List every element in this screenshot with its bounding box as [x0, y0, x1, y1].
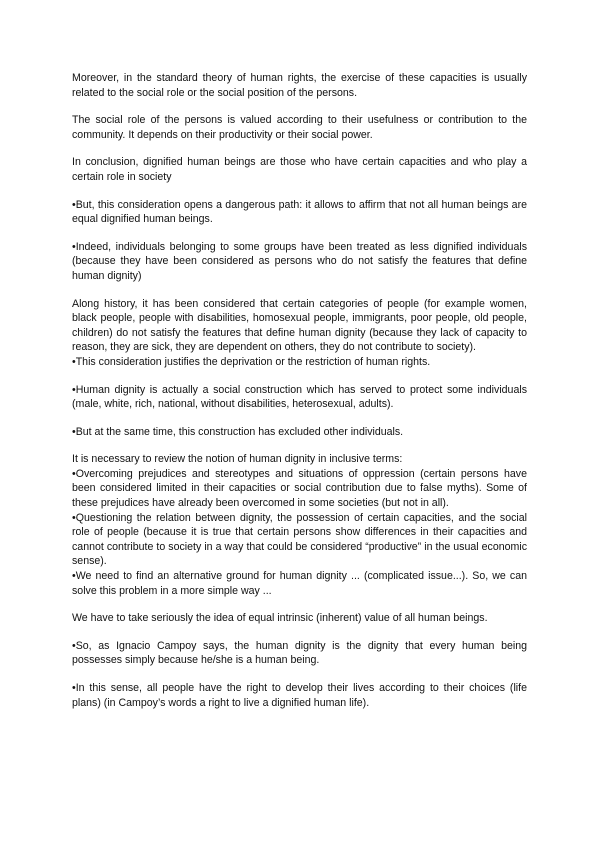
paragraph-social-construction: •Human dignity is actually a social construction which has served to protect some individuals (male, white, rich, national, without disabilities, heterosexual, adults).	[72, 383, 527, 411]
paragraph-questioning-relation: •Questioning the relation between dignity, the possession of certain capacities, and the social role of people (because it is true that certain persons show differences in their capacities and cannot contribute to society in a way that could be considered “productive” in the usual economic sense).	[72, 511, 527, 568]
inclusive-terms-group	[72, 452, 527, 598]
document-page	[72, 71, 527, 723]
paragraph-alternative-ground: •We need to find an alternative ground for human dignity ... (complicated issue...). So, we can solve this problem in a more simple way ...	[72, 570, 527, 597]
paragraph-dangerous-path: •But, this consideration opens a dangerous path: it allows to affirm that not all human beings are equal dignified human beings.	[72, 198, 527, 226]
paragraph-history: Along history, it has been considered that certain categories of people (for example women, black people, people with disabilities, homosexual people, immigrants, poor people, old people, children) do not satisfy the features that define human dignity (because they lack of capacity to reason, they are sick, they are dependent on others, they do not contribute to society).	[72, 297, 527, 354]
paragraph-overcoming-prejudices: •Overcoming prejudices and stereotypes and situations of oppression (certain persons have been considered limited in their capacities or social contribution due to false myths). Some of these prejudices have already been overcomed in some societies (but not in all).	[72, 467, 527, 510]
paragraph-intrinsic-value: We have to take seriously the idea of equal intrinsic (inherent) value of all human beings.	[72, 612, 488, 625]
paragraph-right-to-develop: •In this sense, all people have the right to develop their lives according to their choices (life plans) (in Campoy’s words a right to live a dignified human life).	[72, 682, 527, 709]
paragraph-review-notion: It is necessary to review the notion of human dignity in inclusive terms:	[72, 453, 403, 466]
paragraph-standard-theory: Moreover, in the standard theory of human rights, the exercise of these capacities is usually related to the social role or the social position of the persons.	[72, 72, 527, 99]
paragraph-campoy-dignity: •So, as Ignacio Campoy says, the human dignity is the dignity that every human being possesses simply because he/she is a human being.	[72, 639, 527, 667]
paragraph-social-role: The social role of the persons is valued according to their usefulness or contribution to the community. It depends on their productivity or their social power.	[72, 114, 527, 141]
paragraph-less-dignified: •Indeed, individuals belonging to some groups have been treated as less dignified individuals (because they have been considered as persons who do not satisfy the features that define human dignity)	[72, 240, 527, 282]
paragraph-conclusion: In conclusion, dignified human beings are those who have certain capacities and who play a certain role in society	[72, 156, 527, 183]
paragraph-deprivation: •This consideration justifies the deprivation or the restriction of human rights.	[72, 355, 431, 368]
paragraph-excluded: •But at the same time, this construction has excluded other individuals.	[72, 425, 404, 438]
history-group	[72, 297, 527, 370]
